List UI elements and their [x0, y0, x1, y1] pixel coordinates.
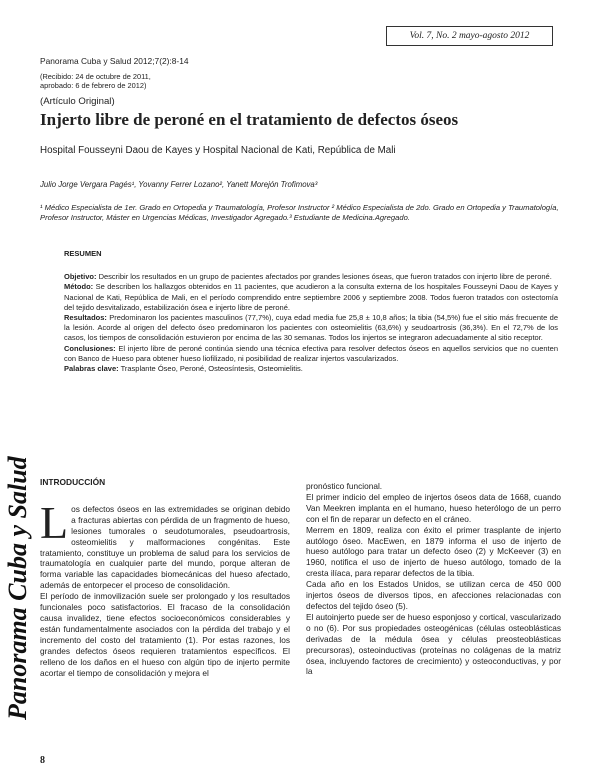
affiliations: ¹ Médico Especialista de 1er. Grado en Ortopedia y Traumatología, Profesor Instructor ² Médico Especialista de 2do. Grado en Ortopedia y Traumatología, Profesor Instructor, Máster en Urgencias Médicas, Investigador Agregado.³ Estudiante de Medicina.Agregado.: [40, 203, 559, 223]
authors: Julio Jorge Vergara Pagés¹, Yovanny Ferrer Lozano², Yanett Morejón Trofimova³: [40, 180, 318, 189]
conclusions-label: Conclusiones:: [64, 343, 116, 353]
approved-date: aprobado: 6 de febrero de 2012): [40, 81, 147, 90]
received-dates: [40, 72, 151, 90]
objective-text: Describir los resultados en un grupo de pacientes afectados por grandes lesiones óseas, que fueron tratados con injerto libre de peroné.: [96, 272, 552, 282]
sidebar-brand: Panorama Cuba y Salud: [3, 456, 32, 720]
issue-info-box: Vol. 7, No. 2 mayo-agosto 2012: [386, 26, 553, 46]
body-paragraph: Cada año en los Estados Unidos, se utilizan cerca de 450 000 injertos óseos de diversos tipos, en afecciones relacionadas con defectos del tejido óseo (5).: [306, 579, 561, 611]
keywords: [64, 364, 558, 374]
keywords-label: Palabras clave:: [64, 364, 119, 374]
paragraph-text: os defectos óseos en las extremidades se originan debido a fracturas abiertas con pérdida de un fragmento de hueso, lesiones tumorales o seudotumorales, pseudoartrosis, osteomielitis y malformaciones congénitas. Este tratamiento, constituye un problema de salud para los servicios de traumatología en cualquier parte del mundo, porque alteran de forma variable las capacidades biomecánicas del hueso afectado, además de entorpecer el proceso de consolidación.: [40, 503, 290, 591]
body-paragraph: [40, 496, 290, 591]
body-paragraph: pronóstico funcional.: [306, 481, 383, 491]
body-column-left: [40, 477, 290, 678]
objective-label: Objetivo:: [64, 272, 97, 282]
body-paragraph: Merrem en 1809, realiza con éxito el primer trasplante de injerto autólogo óseo. MacEwen, en 1879 informa el uso de injerto de hueso autólogo para tratar un defecto óseo (2) y McKeever (3) en 1960, notifica el uso de injerto de hueso autólogo, tomado de la cresta ilíaca, para reparar defectos de la tibia.: [306, 524, 561, 579]
abstract-results: [64, 313, 558, 344]
method-text: Se describen los hallazgos obtenidos en 11 pacientes, que acudieron a la consulta externa de los hospitales Fousseyni Daou de Kayes y Nacional de Kati, República de Mali, en el período comprendido entre septiembre 2006 y septiembre 2008. Todos fueron tratados con ostectomía del tejido desvitalizado, estabilización ósea e injerto libre de peroné.: [64, 282, 558, 312]
body-column-right: [306, 481, 561, 677]
drop-cap: L: [40, 496, 69, 548]
citation: Panorama Cuba y Salud 2012;7(2):8-14: [40, 56, 189, 66]
abstract-conclusions: [64, 344, 558, 364]
body-paragraph: El autoinjerto puede ser de hueso esponjoso y cortical, vascularizado o no (6). Por sus propiedades osteogénicas (células osteoblásticas derivadas de la médula ósea y células preosteoblásticas precursoras), osteoinductivas (proteínas no colágenas de la matriz ósea, incluyendo factores de crecimiento) y osteoconductivas, y por la: [306, 611, 561, 677]
article-type: (Artículo Original): [40, 96, 115, 107]
abstract-heading: RESUMEN: [64, 249, 102, 258]
hospitals: Hospital Fousseyni Daou de Kayes y Hospital Nacional de Kati, República de Mali: [40, 145, 396, 156]
body-paragraph: El período de inmovilización suele ser prolongado y los resultados funcionales poco satisfactorios. El fracaso de la consolidación causa invalidez, tiene efectos socioeconómicos considerables y están fundamentalmente asociados con la pérdida del trabajo y el incremento del costo del tratamiento (1). Por estas razones, los grandes defectos óseos requieren tratamientos específicos. El relleno de los daños en el hueso con algún tipo de injerto permite acortar el tiempo de consolidación y mejora el: [40, 591, 290, 678]
received-date: (Recibido: 24 de octubre de 2011,: [40, 72, 151, 81]
abstract: [64, 249, 558, 374]
article-title: Injerto libre de peroné en el tratamiento de defectos óseos: [40, 110, 459, 129]
results-text: Predominaron los pacientes masculinos (77,7%), cuya edad media fue 25,8 ± 10,8 años; la tibia (54,5%) fue el sitio más frecuente de la lesión. Acorde al origen del defecto óseo predominaron los pacientes con osteomielitis (63,6%) y seudoartrosis (36,3%). En el 72,7% de los casos, los tiempos de consolidación estuvieron por encima de las 30 semanas. Todos los injertos se integraron adecuadamente al sitio receptor.: [64, 313, 558, 343]
abstract-objective: [64, 272, 558, 282]
intro-heading: INTRODUCCIÓN: [40, 477, 106, 487]
results-label: Resultados:: [64, 313, 107, 323]
conclusions-text: El injerto libre de peroné continúa siendo una técnica efectiva para resolver defectos óseos en aquellos servicios que no cuenten con Banco de Hueso para obtener hueso liofilizado, ni posibilidad de realizar injertos vascularizados.: [64, 343, 558, 363]
page-number: 8: [40, 755, 45, 766]
method-label: Método:: [64, 282, 94, 292]
keywords-text: Trasplante Óseo, Peroné, Osteosíntesis, Osteomielitis.: [118, 364, 303, 374]
body-paragraph: El primer indicio del empleo de injertos óseos data de 1668, cuando Van Meekren implanta en el humano, hueso heterólogo de un perro con el fin de reparar un defecto en el cráneo.: [306, 491, 561, 524]
abstract-method: [64, 282, 558, 313]
